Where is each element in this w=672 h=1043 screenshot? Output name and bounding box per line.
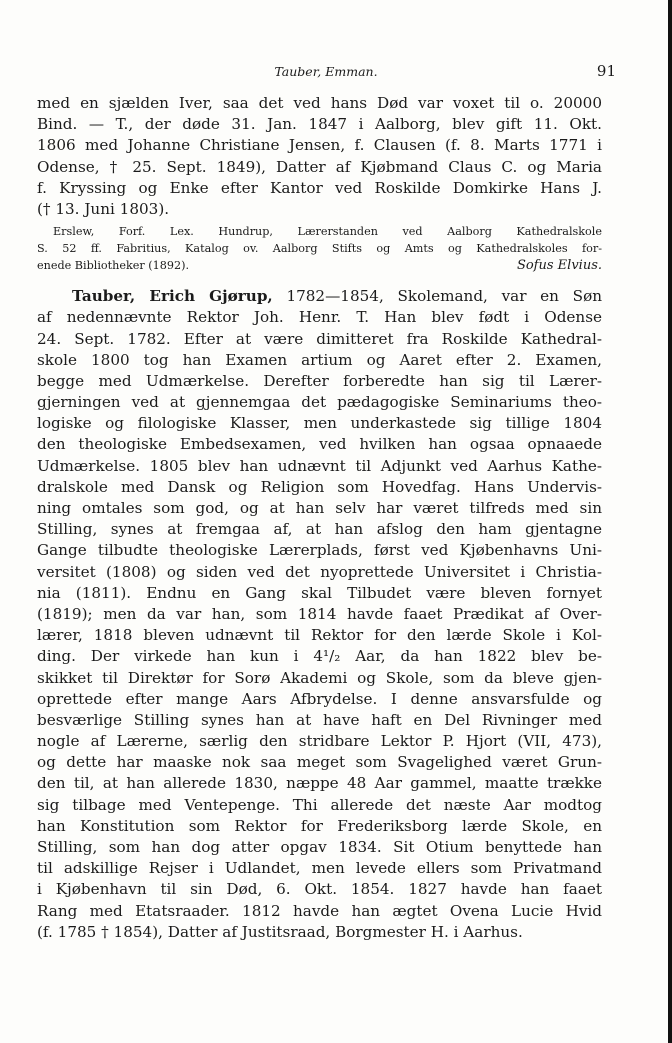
text-line: Gange tilbudte theologiske Lærerplads, først ved Kjøbenhavns Uni- (37, 541, 602, 560)
text-line: begge med Udmærkelse. Derefter forberedte han sig til Lærer- (37, 371, 602, 390)
text-line: den theologiske Embedsexamen, ved hvilken han ogsaa opnaaede (37, 435, 602, 454)
text-line: († 13. Juni 1803). (37, 199, 170, 218)
text-line: skikket til Direktør for Sorø Akademi og Skole, som da bleve gjen- (37, 668, 602, 687)
text-line: besværlige Stilling synes han at have haft en Del Rivninger med (37, 710, 602, 729)
text-line: nogle af Lærerne, særlig den stridbare Lektor P. Hjort (VII, 473), (37, 732, 602, 751)
text-line: 24. Sept. 1782. Efter at være dimitteret fra Roskilde Kathedral- (37, 329, 602, 348)
entry-emman-continuation (37, 93, 602, 274)
text-line: Udmærkelse. 1805 blev han udnævnt til Adjunkt ved Aarhus Kathe- (37, 456, 602, 475)
text-line: 1806 med Johanne Christiane Jensen, f. Clausen (f. 8. Marts 1771 i (37, 136, 602, 155)
text-line: sig tilbage med Ventepenge. Thi allerede det næste Aar modtog (37, 795, 602, 814)
page-header (36, 62, 616, 84)
reference-line: S. 52 ff. Fabritius, Katalog ov. Aalborg Stifts og Amts og Kathedralskoles for- (37, 242, 602, 256)
text-line: i Kjøbenhavn til sin Død, 6. Okt. 1854. 1827 havde han faaet (37, 880, 602, 899)
text-line: (1819); men da var han, som 1814 havde faaet Prædikat af Over- (37, 604, 602, 623)
body-text (37, 93, 602, 943)
text-line: oprettede efter mange Aars Afbrydelse. I denne ansvarsfulde og (37, 689, 602, 708)
text-line: til adskillige Rejser i Udlandet, men levede ellers som Privatmand (37, 859, 602, 878)
entry-separator (37, 274, 602, 286)
page-number: 91 (596, 62, 616, 80)
text-line: logiske og filologiske Klasser, men underkastede sig tillige 1804 (37, 414, 602, 433)
text-line: nia (1811). Endnu en Gang skal Tilbudet være bleven fornyet (37, 583, 602, 602)
text-line: Stilling, som han dog atter opgav 1834. Sit Otium benyttede han (37, 838, 602, 856)
text-line: gjerningen ved at gjennemgaa det pædagogiske Seminariums theo- (37, 393, 602, 412)
text-line: skole 1800 tog han Examen artium og Aaret efter 2. Examen, (37, 350, 602, 369)
entry-headword: Tauber, Erich Gjørup, (72, 287, 273, 306)
reference-line: Erslew, Forf. Lex. Hundrup, Lærerstanden ved Aalborg Kathedralskole (53, 225, 602, 239)
text-line: han Konstitution som Rektor for Frederiksborg lærde Skole, en (37, 816, 602, 835)
text-line: Odense, † 25. Sept. 1849), Datter af Kjøbmand Claus C. og Maria (37, 157, 602, 176)
text-line: versitet (1808) og siden ved det nyoprettede Universitet i Christia- (37, 562, 602, 581)
reference-last-line (37, 257, 602, 274)
text-line: og dette har maaske nok saa meget som Svagelighed været Grun- (37, 753, 602, 772)
scan-edge (668, 0, 672, 1043)
text-line: lærer, 1818 bleven udnævnt til Rektor for den lærde Skole i Kol- (37, 626, 602, 645)
reference-line: enede Bibliotheker (1892). (37, 259, 190, 273)
entry-first-line-text: 1782—1854, Skolemand, var en Søn (272, 287, 602, 306)
text-line: (f. 1785 † 1854), Datter af Justitsraad, Borgmester H. i Aarhus. (37, 922, 523, 941)
text-line: Bind. — T., der døde 31. Jan. 1847 i Aalborg, blev gift 11. Okt. (37, 115, 602, 134)
entry-first-line (37, 286, 602, 307)
text-line: dralskole med Dansk og Religion som Hovedfag. Hans Undervis- (37, 477, 602, 496)
text-line: af nedennævnte Rektor Joh. Henr. T. Han blev født i Odense (37, 308, 602, 327)
text-line: ding. Der virkede han kun i 4¹/₂ Aar, da han 1822 blev be- (37, 647, 602, 666)
text-line: ning omtales som god, og at han selv har været tilfreds med sin (37, 499, 602, 517)
text-line: med en sjælden Iver, saa det ved hans Død var voxet til o. 20000 (37, 94, 602, 112)
author-signature: Sofus Elvius. (516, 258, 602, 274)
running-head: Tauber, Emman. (274, 64, 378, 79)
text-line: Stilling, synes at fremgaa af, at han afslog den ham gjentagne (37, 520, 602, 539)
text-line: den til, at han allerede 1830, næppe 48 Aar gammel, maatte trække (37, 774, 602, 793)
text-line: f. Kryssing og Enke efter Kantor ved Roskilde Domkirke Hans J. (37, 178, 602, 197)
entry-erich-gjorup (37, 286, 602, 943)
text-line: Rang med Etatsraader. 1812 havde han ægtet Ovena Lucie Hvid (37, 901, 602, 920)
references (37, 223, 602, 274)
